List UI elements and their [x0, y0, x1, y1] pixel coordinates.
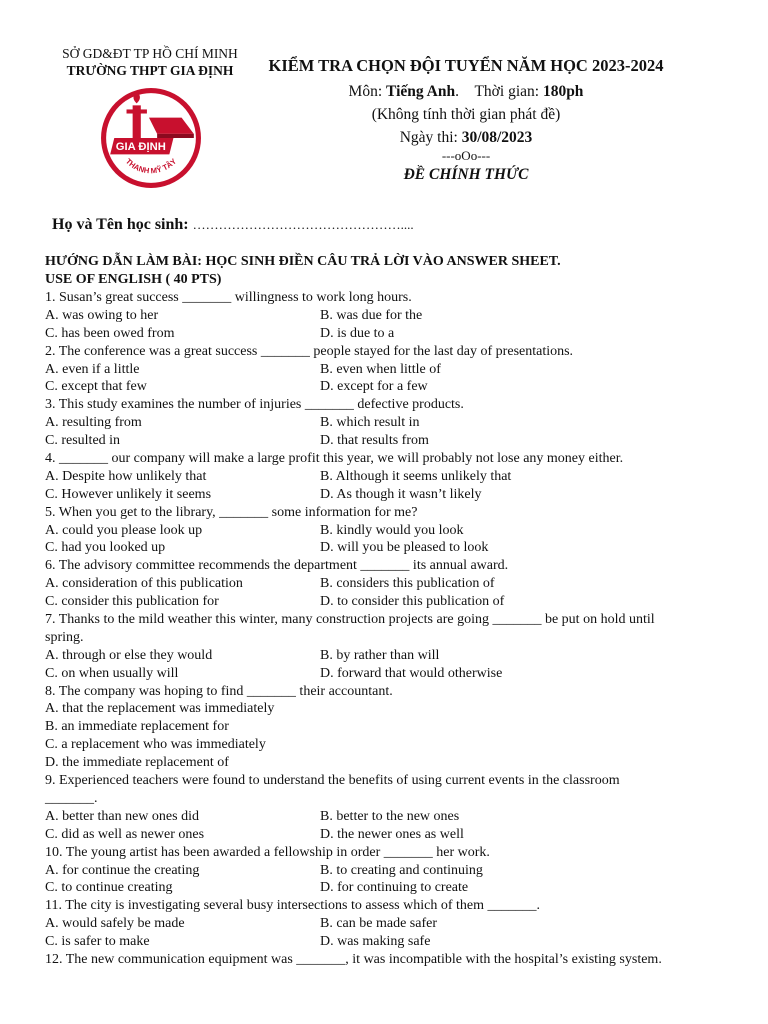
answer-option: B. to creating and continuing [320, 862, 483, 878]
answer-options-row [45, 593, 725, 611]
section-title: USE OF ENGLISH ( 40 PTS) [45, 272, 222, 287]
answer-option: C. resulted in [45, 433, 121, 449]
answer-options-row [45, 361, 725, 379]
question-text: 2. The conference was a great success _______ people stayed for the last day of presentations. [45, 343, 574, 359]
answer-option: B. can be made safer [320, 916, 437, 932]
answer-option: C. consider this publication for [45, 594, 219, 610]
subject-line: Môn: Tiếng Anh. Thời gian: 180ph [348, 83, 584, 100]
answer-options-row [45, 522, 725, 540]
answer-option: D. for continuing to create [320, 880, 469, 896]
instructions [45, 253, 561, 289]
answer-option: C. on when usually will [45, 665, 179, 681]
answer-options-row [45, 539, 725, 557]
answer-option: A. for continue the creating [45, 862, 200, 878]
answer-option: A. could you please look up [45, 522, 203, 538]
question-text: 11. The city is investigating several busy intersections to assess which of them _______. [45, 898, 540, 914]
exam-header [250, 54, 682, 186]
student-name-label: Họ và Tên học sinh: [52, 216, 193, 233]
answer-options-row [45, 647, 725, 665]
answer-options-row [45, 879, 725, 897]
question-text: 3. This study examines the number of injuries _______ defective products. [45, 397, 464, 413]
date-label: Ngày thi: [399, 129, 462, 146]
answer-options-row [45, 307, 725, 325]
question-text: A. that the replacement was immediately [45, 701, 275, 717]
exam-date: 30/08/2023 [461, 129, 533, 146]
answer-option: A. through or else they would [45, 647, 213, 663]
answer-option: D. that results from [320, 433, 429, 449]
school-name: TRƯỜNG THPT GIA ĐỊNH [66, 63, 234, 78]
answer-option: D. forward that would otherwise [320, 665, 503, 681]
answer-option: D. to consider this publication of [320, 594, 505, 610]
answer-option: A. Despite how unlikely that [45, 468, 207, 484]
question-text: 9. Experienced teachers were found to understand the benefits of using current events in the classroom [45, 773, 620, 789]
answer-option: A. consideration of this publication [45, 576, 243, 592]
answer-options-row [45, 468, 725, 486]
instruction-line: HƯỚNG DẪN LÀM BÀI: HỌC SINH ĐIỀN CÂU TRẢ LỜI VÀO ANSWER SHEET. [45, 254, 561, 269]
answer-options-row [45, 575, 725, 593]
school-logo [100, 87, 202, 189]
question-text: 1. Susan’s great success _______ willingness to work long hours. [45, 290, 412, 305]
subject-value: Tiếng Anh [386, 83, 456, 100]
answer-option: C. However unlikely it seems [45, 486, 212, 502]
school-header [58, 45, 242, 79]
student-name-dots: ………………………………………….... [192, 217, 414, 232]
separator: ---oOo--- [441, 148, 491, 163]
question-text: 10. The young artist has been awarded a fellowship in order _______ her work. [45, 844, 490, 860]
answer-option: B. considers this publication of [320, 576, 495, 592]
answer-option: C. except that few [45, 379, 147, 395]
answer-option: D. was making safe [320, 934, 431, 950]
answer-option: B. Although it seems unlikely that [320, 468, 512, 484]
answer-option: C. is safer to make [45, 934, 150, 950]
answer-options-row [45, 414, 725, 432]
question-text: spring. [45, 629, 84, 645]
answer-option: A. resulting from [45, 415, 142, 431]
time-value: 180ph [542, 83, 584, 100]
question-text: B. an immediate replacement for [45, 719, 229, 735]
question-text: C. a replacement who was immediately [45, 737, 266, 753]
answer-option: C. has been owed from [45, 325, 175, 341]
question-text: 4. _______ our company will make a large profit this year, we will probably not lose any money either. [45, 451, 624, 467]
answer-options-row [45, 862, 725, 880]
answer-options-row [45, 432, 725, 450]
answer-option: B. better to the new ones [320, 808, 460, 824]
answer-option: A. even if a little [45, 361, 140, 377]
answer-option: A. was owing to her [45, 307, 159, 323]
answer-option: B. which result in [320, 415, 420, 431]
department-name: SỞ GD&ĐT TP HỒ CHÍ MINH [62, 46, 238, 61]
answer-option: B. even when little of [320, 361, 441, 377]
answer-option: C. had you looked up [45, 540, 166, 556]
answer-options-row [45, 665, 725, 683]
question-text: 6. The advisory committee recommends the department _______ its annual award. [45, 558, 509, 574]
question-text: 7. Thanks to the mild weather this winter, many construction projects are going _______ be put on hold until [45, 612, 655, 628]
answer-option: B. was due for the [320, 307, 423, 323]
answer-options-row [45, 933, 725, 951]
answer-option: A. better than new ones did [45, 808, 199, 824]
answer-options-row [45, 915, 725, 933]
answer-option: B. kindly would you look [320, 522, 464, 538]
question-text: 8. The company was hoping to find _______ their accountant. [45, 683, 393, 699]
question-text: _______. [45, 790, 98, 806]
answer-option: D. is due to a [320, 325, 395, 341]
exam-title: KIỂM TRA CHỌN ĐỘI TUYỂN NĂM HỌC 2023-2024 [268, 56, 664, 75]
answer-option: D. As though it wasn’t likely [320, 486, 482, 502]
question-text: D. the immediate replacement of [45, 755, 229, 771]
answer-options-row [45, 325, 725, 343]
question-list [45, 289, 725, 969]
answer-options-row [45, 378, 725, 396]
question-text: 5. When you get to the library, _______ some information for me? [45, 504, 418, 520]
logo-text: GIA ĐỊNH [115, 141, 166, 154]
answer-option: C. to continue creating [45, 880, 173, 896]
question-text: 12. The new communication equipment was _______, it was incompatible with the hospital’s existing system. [45, 951, 662, 967]
answer-option: A. would safely be made [45, 916, 185, 932]
logo-arc-text: THANH MỸ TÂY [123, 156, 179, 176]
answer-option: C. did as well as newer ones [45, 826, 205, 842]
answer-options-row [45, 826, 725, 844]
answer-option: D. the newer ones as well [320, 826, 464, 842]
subject-label: Môn: [348, 83, 387, 100]
answer-options-row [45, 808, 725, 826]
time-note: (Không tính thời gian phát đề) [371, 106, 561, 123]
answer-option: D. except for a few [320, 379, 428, 395]
official-label: ĐỀ CHÍNH THỨC [403, 166, 529, 183]
student-name-line [52, 216, 414, 234]
time-label: Thời gian: [474, 83, 543, 100]
answer-option: B. by rather than will [320, 647, 440, 663]
exam-date-line [250, 127, 682, 148]
answer-option: D. will you be pleased to look [320, 540, 489, 556]
answer-options-row [45, 486, 725, 504]
